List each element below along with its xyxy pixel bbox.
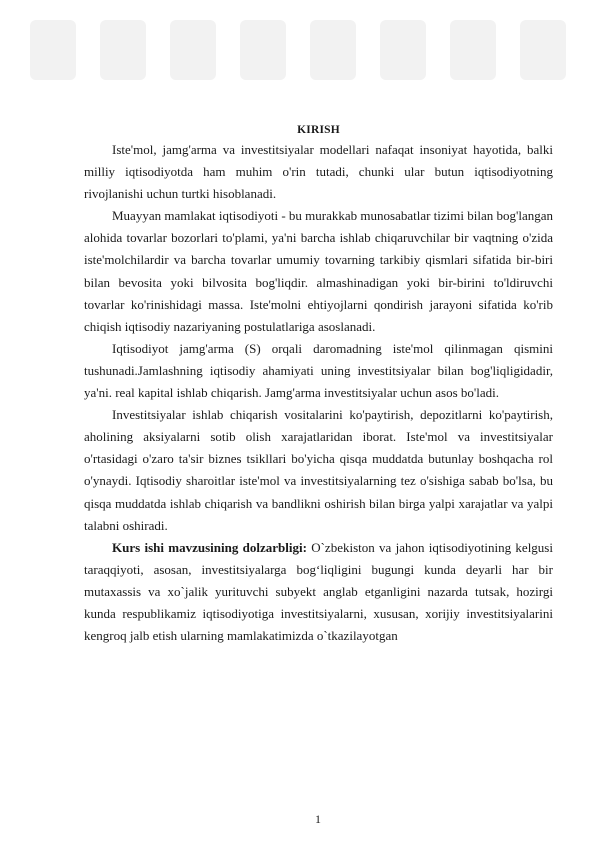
paragraph-text: Iste'mol, jamg'arma va investitsiyalar modellari nafaqat insoniyat hayotida, balki milliy iqtisodiyotda ham muhim o'rin tutadi, chunki ular butun iqtisodiyotning rivojlanishi uchun turtki hisoblanadi.: [84, 142, 553, 202]
paragraph: [84, 537, 553, 647]
paragraph: [84, 205, 553, 338]
paragraph-text: Muayyan mamlakat iqtisodiyoti - bu murakkab munosabatlar tizimi bilan bog'langan alohida tovarlar bozorlari to'plami, ya'ni barcha ishlab chiqaruvchilar bir vaqtning o'zida iste'molchilardir va barcha tovarlar umumiy tovarning tarkibiy qismlari sifatida bir-biri bilan bevosita yoki bilvosita bog'liqdir. almashinadigan yoki bir-birini to'ldiruvchi tovarlar ko'rinishidagi massa. Iste'molni ehtiyojlarni qondirish jarayoni sifatida ko'rib chiqish iqtisodiy nazariyaning postulatlariga asoslanadi.: [84, 208, 553, 334]
watermark-shape: [170, 20, 216, 80]
paragraph-lead: Kurs ishi mavzusining dolzarbligi:: [112, 539, 307, 555]
watermark-shape: [30, 20, 76, 80]
watermark-shape: [100, 20, 146, 80]
paragraph-text: Iqtisodiyot jamg'arma (S) orqali daromadning iste'mol qilinmagan qismini tushunadi.Jamlashning iqtisodiy ahamiyati uning investitsiyalar bilan bog'liqligidadir, ya'ni. real kapital ishlab chiqarish. Jamg'arma investitsiyalar uchun asos bo'ladi.: [84, 340, 553, 401]
watermark-shape: [520, 20, 566, 80]
paragraph-text: O`zbekiston va jahon iqtisodiyotining kelgusi taraqqiyoti, asosan, investitsiyalarga bog‘liqligini bugungi kunda deyarli har bir mutaxassis va xo`jalik yurituvchi subyekt anglab etganligini nazarda tutsak, hozirgi kunda respublikamiz iqtisodiyotiga investitsiyalarni, xususan, xorijiy investitsiyalarini kengroq jalb etish ularning mamlakatimizda o`tkazilayotgan: [84, 539, 553, 644]
watermark-shape: [310, 20, 356, 80]
watermark-shape: [380, 20, 426, 80]
watermark-shape: [240, 20, 286, 80]
document-body: [84, 121, 553, 647]
page-number: 1: [315, 812, 321, 826]
document-title: KIRISH: [297, 124, 340, 136]
paragraph: [84, 139, 553, 205]
watermark-shape: [450, 20, 496, 80]
paragraph: [84, 404, 553, 537]
paragraph: [84, 338, 553, 404]
paragraph-text: Investitsiyalar ishlab chiqarish vositalarini ko'paytirish, depozitlarni ko'paytirish, aholining aksiyalarni sotib olish xarajatlaridan iborat. Iste'mol va investitsiyalar o'rtasidagi o'zaro ta'sir biznes tsikllari bo'yicha qisqa muddatda butunlay boshqacha rol o'ynaydi. Iqtisodiy sharoitlar iste'mol va investitsiyalarning tez o'sishiga sabab bo'lsa, bu qisqa muddatda ishlab chiqarish va bandlikni oshirish bilan birga yalpi xarajatlar va yalpi talabni oshiradi.: [84, 407, 553, 533]
